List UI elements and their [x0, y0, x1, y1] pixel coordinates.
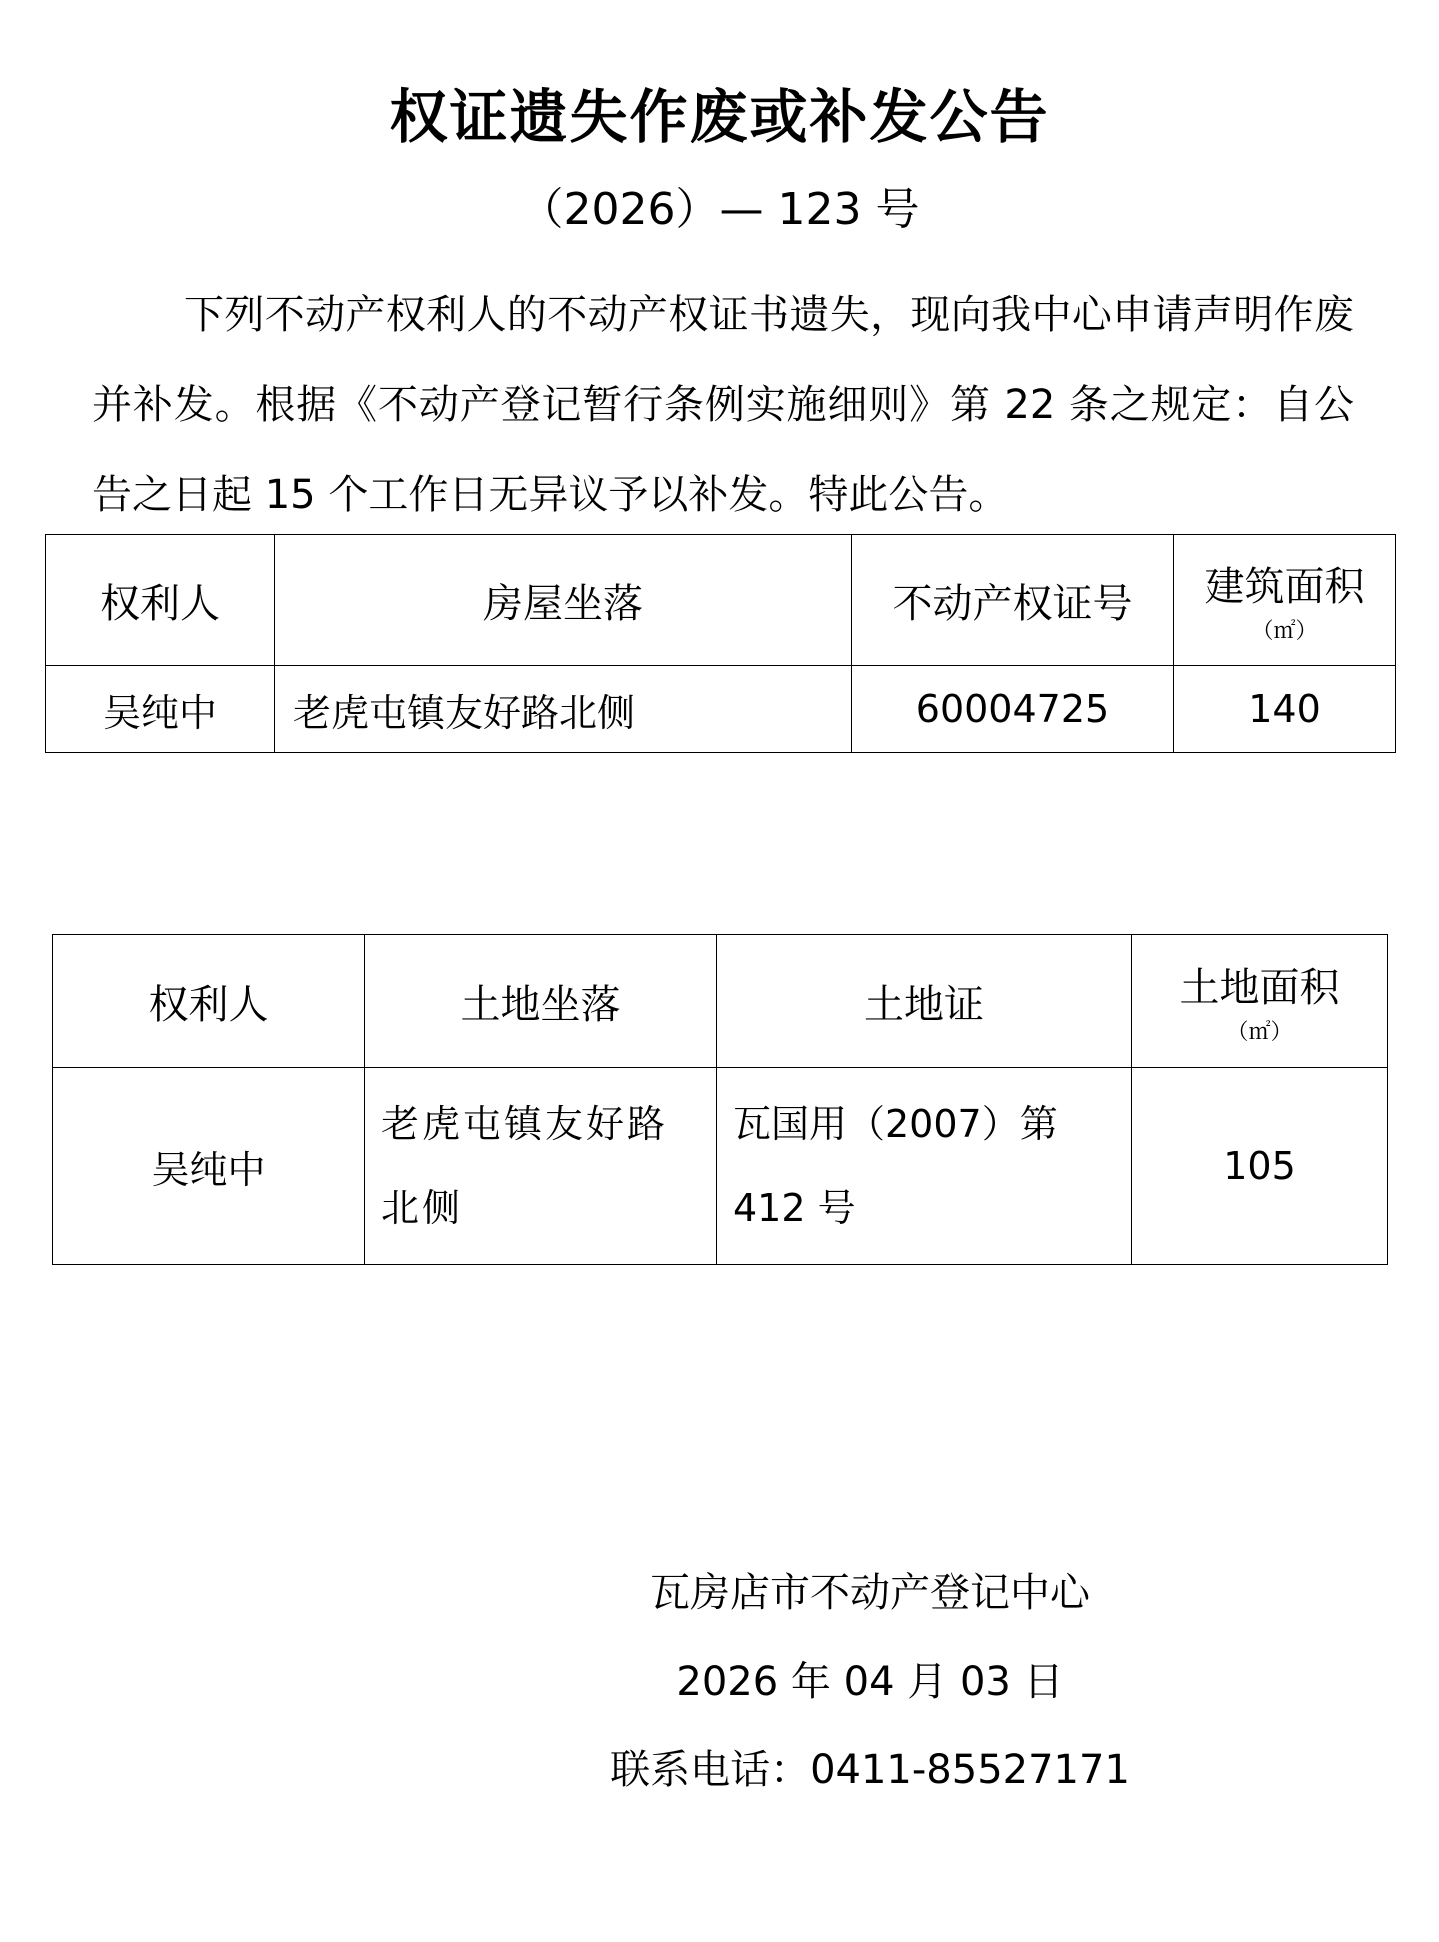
land-header-area-label: 土地面积 — [1179, 965, 1340, 1011]
notice-body: 下列不动产权利人的不动产权证书遗失，现向我中心申请声明作废并补发。根据《不动产登记暂行条例实施细则》第 22 条之规定：自公告之日起 15 个工作日无异议予以补发。特此公告。 — [92, 292, 1354, 518]
land-owner-cell: 吴纯中 — [53, 1068, 365, 1265]
land-header-cert: 土地证 — [717, 935, 1132, 1068]
table-row — [53, 1068, 1388, 1265]
house-header-owner: 权利人 — [46, 535, 275, 666]
house-header-area-unit: （㎡） — [1251, 619, 1318, 644]
issue-date: 2026 年 04 月 03 日 — [676, 1659, 1064, 1705]
land-location-cell: 老虎屯镇友好路北侧 — [365, 1068, 717, 1265]
house-header-area — [1174, 535, 1396, 666]
contact-phone: 联系电话：0411-85527171 — [610, 1747, 1130, 1793]
house-certificate-table — [45, 534, 1396, 753]
house-header-cert-no: 不动产权证号 — [852, 535, 1174, 666]
land-header-owner: 权利人 — [53, 935, 365, 1068]
house-table-header-row — [46, 535, 1396, 666]
land-header-location: 土地坐落 — [365, 935, 717, 1068]
notice-number: （2026）— 123 号 — [519, 184, 920, 235]
house-area-cell: 140 — [1174, 666, 1396, 753]
house-owner-cell: 吴纯中 — [46, 666, 275, 753]
notice-title: 权证遗失作废或补发公告 — [389, 83, 1050, 151]
house-cert-no-cell: 60004725 — [852, 666, 1174, 753]
house-header-location: 房屋坐落 — [275, 535, 852, 666]
table-row — [46, 666, 1396, 753]
house-header-area-label: 建筑面积 — [1204, 564, 1365, 610]
land-header-area-unit: （㎡） — [1226, 1020, 1293, 1045]
land-certificate-table — [52, 934, 1388, 1265]
issuer-name: 瓦房店市不动产登记中心 — [650, 1570, 1090, 1616]
land-cert-cell: 瓦国用（2007）第412 号 — [717, 1068, 1132, 1265]
land-table-header-row — [53, 935, 1388, 1068]
land-header-area — [1132, 935, 1388, 1068]
land-area-cell: 105 — [1132, 1068, 1388, 1265]
house-location-cell: 老虎屯镇友好路北侧 — [275, 666, 852, 753]
